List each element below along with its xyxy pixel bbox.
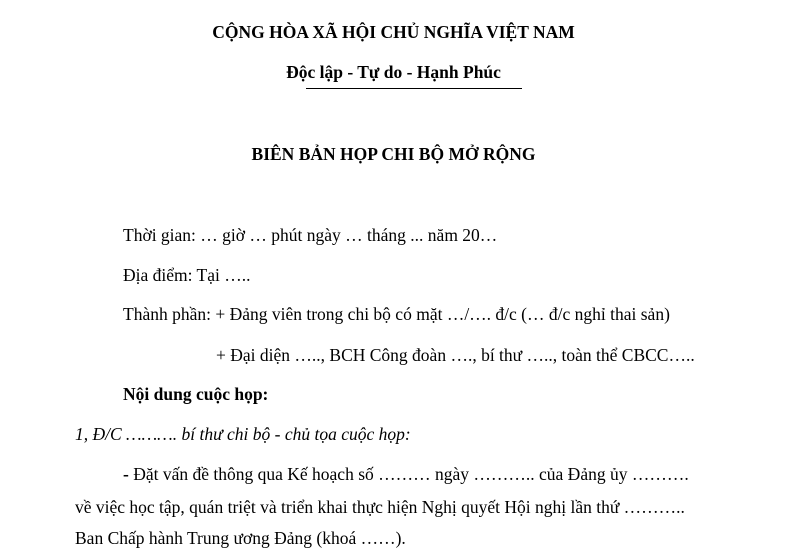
meeting-location: Địa điểm: Tại ….. (123, 265, 251, 285)
paragraph-line-1 (123, 464, 689, 484)
content-heading: Nội dung cuộc họp: (123, 384, 269, 404)
participants-line-1: Thành phần: + Đảng viên trong chi bộ có mặt …/…. đ/c (… đ/c nghỉ thai sản) (123, 304, 670, 324)
paragraph-dash: - (123, 464, 134, 484)
document-title: BIÊN BẢN HỌP CHI BỘ MỞ RỘNG (251, 144, 536, 164)
motto: Độc lập - Tự do - Hạnh Phúc (286, 62, 501, 82)
paragraph-line-2: về việc học tập, quán triệt và triển khai thực hiện Nghị quyết Hội nghị lần thứ ……….. (75, 497, 685, 517)
meeting-time: Thời gian: … giờ … phút ngày … tháng ... năm 20… (123, 225, 498, 245)
agenda-item-1: 1, Đ/C ………. bí thư chi bộ - chủ tọa cuộc họp: (75, 424, 411, 444)
paragraph-line-3: Ban Chấp hành Trung ương Đảng (khoá ……). (75, 528, 406, 548)
national-title: CỘNG HÒA XÃ HỘI CHỦ NGHĨA VIỆT NAM (212, 22, 575, 42)
paragraph-line-1-text: - Đặt vấn đề thông qua Kế hoạch số ……… ngày ……….. của Đảng ủy ………. (123, 464, 689, 484)
participants-line-2: + Đại diện ….., BCH Công đoàn …., bí thư ….., toàn thể CBCC….. (216, 345, 695, 365)
motto-underline (306, 88, 522, 89)
